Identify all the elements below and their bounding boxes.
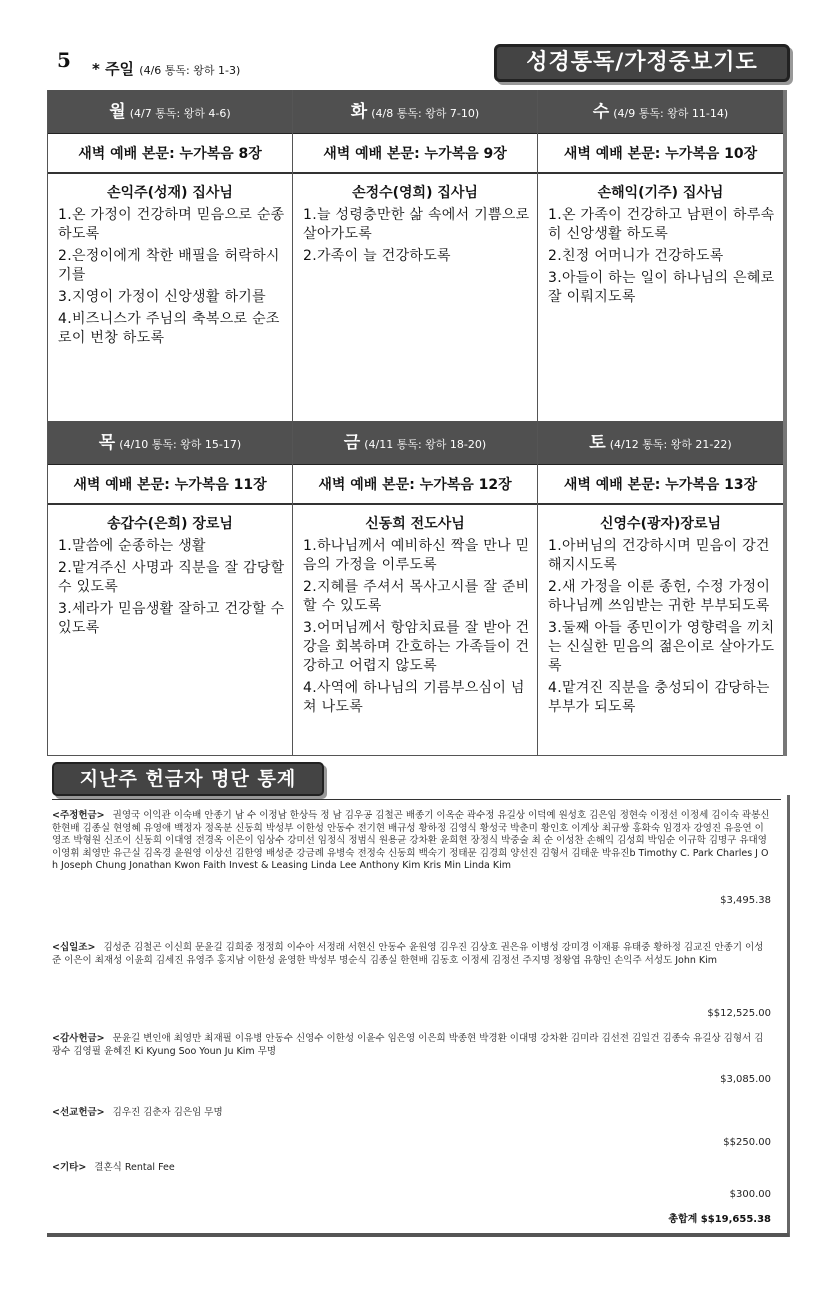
prayer-item: 4.맡겨진 직분을 충성되이 감당하는 부부가 되도록 <box>548 680 770 715</box>
prayer-item: 1.하나님께서 예비하신 짝을 만나 믿음의 가정을 이루도록 <box>303 538 530 573</box>
prayer-grid-bottom <box>47 421 783 756</box>
offering-total: 총합계 $$19,655.38 <box>668 1214 771 1225</box>
day-reading: (4/12 통독: 왕하 21-22) <box>609 438 732 451</box>
day-reading: (4/8 통독: 왕하 7-10) <box>371 107 480 120</box>
day-header <box>293 421 537 465</box>
offering-group-tithe-weekly <box>52 810 772 873</box>
offering-amount: $$250.00 <box>723 1137 771 1148</box>
donor-names: 김성준 김철곤 이신희 문윤길 김희중 정정희 이수아 서정래 서현신 안동수 윤원영 김우진 김상호 권은유 이병성 강미경 이재룡 유태중 황하정 김교진 안종기 이성준 이은이 최재성 이윤희 김세진 유영주 홍지남 이한성 윤영한 박성부 명순식 김종실 한현배 김동호 이정세 김정선 주지명 정왕엽 유향인 손익주 서성도 John Kim <box>52 942 764 966</box>
prayer-item: 3.지영이 가정이 신앙생활 하기를 <box>58 289 266 305</box>
prayer-item: 1.온 가족이 건강하고 남편이 하루속히 신앙생활 하도록 <box>548 207 775 242</box>
prayer-item: 2.맡겨주신 사명과 직분을 잘 감당할 수 있도록 <box>58 560 285 595</box>
day-header <box>538 90 783 134</box>
frame-bottom <box>47 1233 789 1237</box>
prayer-item: 1.말씀에 순종하는 생활 <box>58 538 206 554</box>
prayer-item: 2.은정이에게 착한 배필을 허락하시기를 <box>58 248 280 283</box>
offering-group-thanks <box>52 1033 772 1058</box>
prayer-item: 4.사역에 하나님의 기름부으심이 넘쳐 나도록 <box>303 680 525 715</box>
prayer-item: 2.친정 어머니가 건강하도록 <box>548 248 724 264</box>
prayer-item: 3.아들이 하는 일이 하나님의 은혜로 잘 이뤄지도록 <box>548 270 775 305</box>
prayer-list <box>48 202 292 351</box>
prayer-item: 1.아버님의 건강하시며 믿음이 강건해지시도록 <box>548 538 770 573</box>
prayer-list <box>293 533 537 720</box>
day-reading: (4/9 통독: 왕하 11-14) <box>613 107 729 120</box>
prayer-item: 4.비즈니스가 주님의 축복으로 순조로이 번창 하도록 <box>58 311 280 346</box>
dawn-verse: 새벽 예배 본문: 누가복음 13장 <box>538 465 783 505</box>
day-name: 목 <box>98 433 116 453</box>
prayer-person: 송갑수(은희) 장로님 <box>107 516 233 532</box>
day-reading: (4/7 통독: 왕하 4-6) <box>129 107 231 120</box>
dawn-verse: 새벽 예배 본문: 누가복음 10장 <box>538 134 783 174</box>
sunday-label <box>92 58 240 79</box>
offering-amount: $300.00 <box>729 1189 771 1200</box>
donor-names: 결혼식 Rental Fee <box>94 1162 175 1173</box>
section-title: 성경통독/가정중보기도 <box>494 44 790 82</box>
offering-group-tithe <box>52 942 772 967</box>
prayer-item: 3.어머님께서 항암치료를 잘 받아 건강을 회복하며 간호하는 가족들이 건강하고 어렵지 않도록 <box>303 620 530 674</box>
offering-group-other <box>52 1162 772 1175</box>
offering-category: <감사헌금> <box>52 1033 105 1044</box>
offering-amount: $3,085.00 <box>720 1074 771 1085</box>
day-name: 월 <box>109 102 126 122</box>
prayer-item: 3.둘째 아들 종민이가 영향력을 끼치는 신실한 믿음의 젊은이로 살아가도록 <box>548 620 775 674</box>
prayer-person: 손해익(기주) 집사님 <box>597 185 724 201</box>
prayer-person: 신동희 전도사님 <box>365 516 465 532</box>
sunday-reading: (4/6 통독: 왕하 1-3) <box>139 64 241 77</box>
day-header <box>293 90 537 134</box>
dawn-verse: 새벽 예배 본문: 누가복음 8장 <box>48 134 292 174</box>
day-name: 수 <box>592 102 610 122</box>
offering-group-mission <box>52 1107 772 1120</box>
day-cell-mon <box>48 90 293 421</box>
day-header <box>538 421 783 465</box>
prayer-item: 2.새 가정을 이룬 종헌, 수정 가정이 하나님께 쓰임받는 귀한 부부되도록 <box>548 579 771 614</box>
day-name: 화 <box>350 102 368 122</box>
offering-amount: $3,495.38 <box>720 895 771 906</box>
page-number: 5 <box>57 48 71 72</box>
dawn-verse: 새벽 예배 본문: 누가복음 9장 <box>293 134 537 174</box>
divider <box>52 799 781 800</box>
frame-shadow <box>787 795 790 1237</box>
day-cell-wed <box>538 90 784 421</box>
offering-amount: $$12,525.00 <box>707 1008 771 1019</box>
day-cell-thu <box>48 421 293 756</box>
prayer-person: 손익주(성재) 집사님 <box>107 185 233 201</box>
prayer-list <box>538 202 783 310</box>
day-cell-sat <box>538 421 784 756</box>
prayer-item: 1.늘 성령충만한 삶 속에서 기쁨으로 살아가도록 <box>303 207 530 242</box>
prayer-item: 1.온 가정이 건강하며 믿음으로 순종하도록 <box>58 207 285 242</box>
day-reading: (4/11 통독: 왕하 18-20) <box>364 438 487 451</box>
prayer-item: 2.지혜를 주셔서 목사고시를 잘 준비할 수 있도록 <box>303 579 530 614</box>
dawn-verse: 새벽 예배 본문: 누가복음 11장 <box>48 465 292 505</box>
day-header <box>48 90 292 134</box>
prayer-list <box>293 202 537 269</box>
donor-names: 권영국 이익관 이숙배 안종기 남 수 이정남 한상득 정 남 김우공 김철곤 배종기 이옥순 곽수정 유길상 이덕예 원성호 김은임 정현숙 이정선 이정세 김이숙 곽봉신 한현배 김종실 현영혜 유영애 백정자 정옥분 신동희 박성부 이한성 안동수 전기현 배규성 황하정 김영식 황성국 박춘미 황인호 이계상 최규쌍 홍화숙 임경자 강영진 유응연 이영조 박형원 신조이 신동희 이대영 전경옥 이은이 임상수 강미선 임정식 정범식 원용균 강차환 윤희현 장정식 박중술 최 순 이성찬 손해익 김성희 박임순 이규학 김명구 유대영 이영휘 최영만 유근실 김옥경 윤원영 이상선 김한영 배성준 강금례 유병숙 전정숙 신동희 백숙기 정태문 김경희 양선진 김형서 김태운 박유진b Timothy C. Park Charles J Oh Joseph Chung Jonathan Kwon Faith Invest & Leasing Linda Lee Anthony Kim Kris Min Linda Kim <box>52 810 770 872</box>
offering-category: <기타> <box>52 1162 87 1173</box>
offering-category: <십일조> <box>52 942 96 953</box>
prayer-person: 손정수(영희) 집사님 <box>352 185 478 201</box>
prayer-item: 3.세라가 믿음생활 잘하고 건강할 수 있도록 <box>58 601 285 636</box>
sunday-title: * 주일 <box>92 60 135 78</box>
dawn-verse: 새벽 예배 본문: 누가복음 12장 <box>293 465 537 505</box>
donor-names: 문윤길 변인애 최영만 최재필 이유병 안동수 신영수 이한성 이윤수 임은영 이은희 박종현 박경환 이대명 강차환 김미라 김선전 김일건 김종숙 유길상 김형서 김광수 김영필 윤혜진 Ki Kyung Soo Youn Ju Kim 무명 <box>52 1033 764 1057</box>
grid-shadow <box>783 90 787 756</box>
day-name: 토 <box>589 433 606 453</box>
day-reading: (4/10 통독: 왕하 15-17) <box>119 438 242 451</box>
prayer-item: 2.가족이 늘 건강하도록 <box>303 248 451 264</box>
day-cell-tue <box>293 90 538 421</box>
day-cell-fri <box>293 421 538 756</box>
prayer-person: 신영수(광자)장로님 <box>600 516 721 532</box>
offering-title: 지난주 헌금자 명단 통계 <box>52 762 324 796</box>
day-name: 금 <box>343 433 361 453</box>
prayer-list <box>538 533 783 720</box>
prayer-grid-top <box>47 90 783 421</box>
day-header <box>48 421 292 465</box>
offering-category: <주정헌금> <box>52 810 105 821</box>
prayer-list <box>48 533 292 641</box>
donor-names: 김우진 김춘자 김은임 무명 <box>112 1107 223 1118</box>
offering-category: <선교헌금> <box>52 1107 105 1118</box>
